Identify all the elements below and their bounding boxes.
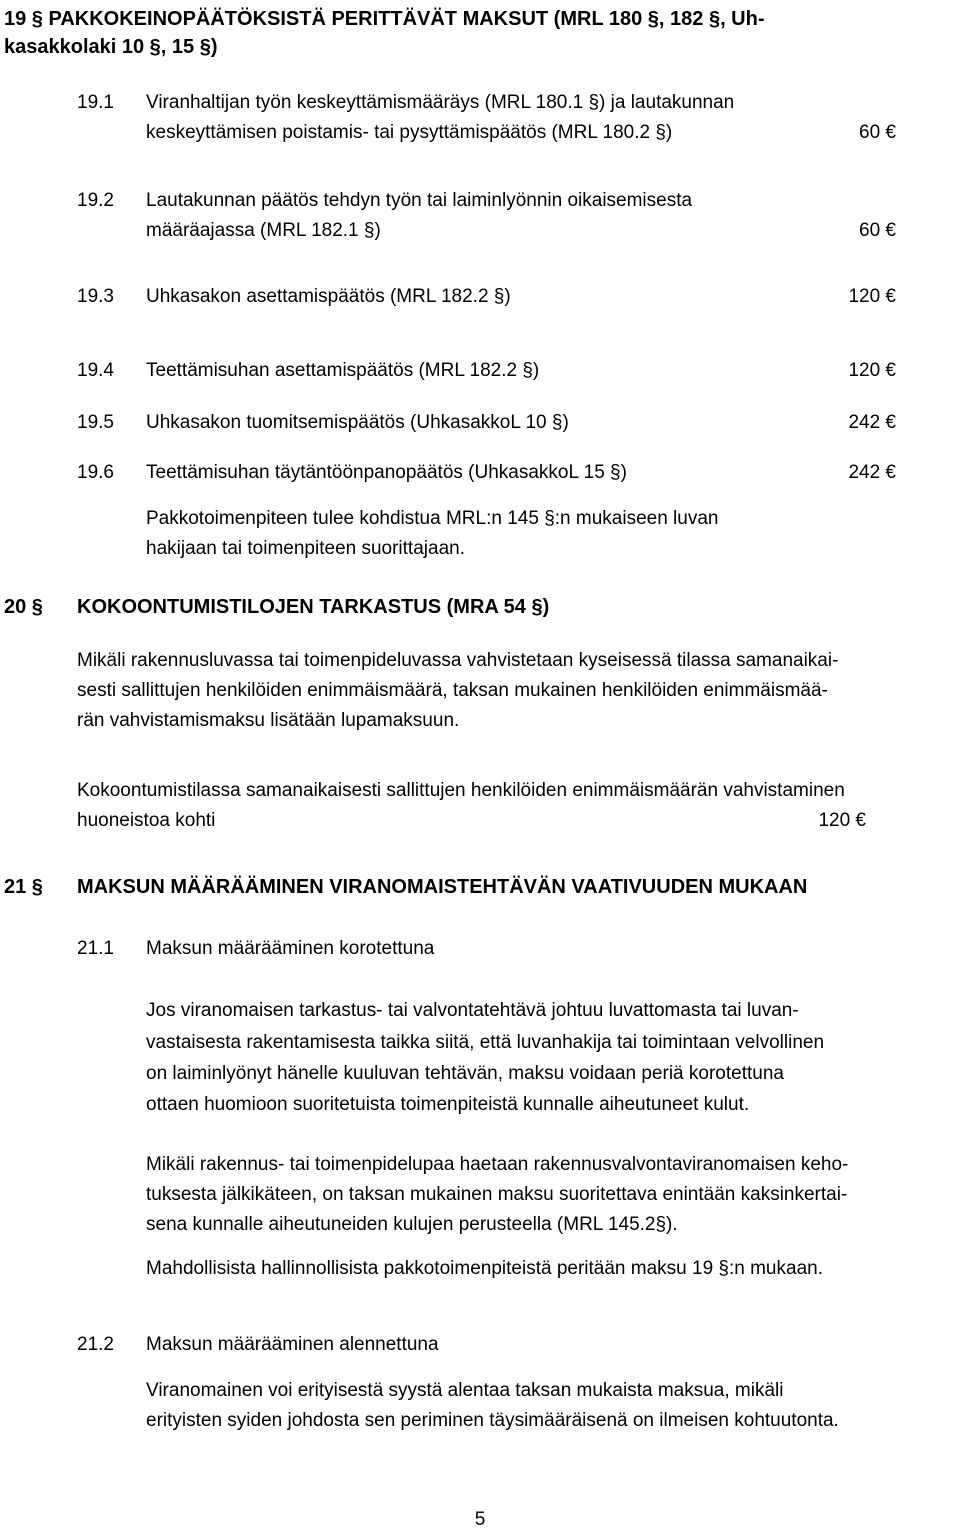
subsection-21-1-para1-line2: vastaisesta rakentamisesta taikka siitä, että luvanhakija tai toimintaan velvollinen [146,1032,825,1053]
subsection-21-1-para1-line4: ottaen huomioon suoritetuista toimenpiteistä kunnalle aiheutuneet kulut. [146,1094,750,1115]
subsection-21-2-number: 21.2 [77,1334,114,1355]
subsection-21-1-para3: Mahdollisista hallinnollisista pakkotoimenpiteistä peritään maksu 19 §:n mukaan. [146,1258,823,1279]
section-19-note-line1: Pakkotoimenpiteen tulee kohdistua MRL:n 145 §:n mukaiseen luvan [146,508,719,529]
item-19-1-amount: 60 € [859,122,896,143]
item-19-2-text-line2: määräajassa (MRL 182.1 §) [146,220,381,241]
subsection-21-1-title: Maksun määrääminen korotettuna [146,938,435,959]
subsection-21-1-number: 21.1 [77,938,114,959]
item-19-3-text: Uhkasakon asettamispäätös (MRL 182.2 §) [146,286,511,307]
subsection-21-1-para1-line1: Jos viranomaisen tarkastus- tai valvontatehtävä johtuu luvattomasta tai luvan- [146,1000,799,1021]
item-19-2-amount: 60 € [859,220,896,241]
section-20-para2-line2: huoneistoa kohti [77,810,216,831]
item-19-2-text-line1: Lautakunnan päätös tehdyn työn tai laiminlyönnin oikaisemisesta [146,190,693,211]
section-19-note-line2: hakijaan tai toimenpiteen suorittajaan. [146,538,465,559]
subsection-21-2-title: Maksun määrääminen alennettuna [146,1334,439,1355]
subsection-21-2-para1-line2: erityisten syiden johdosta sen periminen täysimääräisenä on ilmeisen kohtuutonta. [146,1410,839,1431]
item-19-1-number: 19.1 [77,92,114,113]
item-19-5-amount: 242 € [848,412,896,433]
item-19-5-text: Uhkasakon tuomitsemispäätös (UhkasakkoL 10 §) [146,412,569,433]
section-21-number: 21 § [4,876,43,898]
section-19-title-line2: kasakkolaki 10 §, 15 §) [4,36,218,58]
item-19-4-number: 19.4 [77,360,114,381]
item-19-5-number: 19.5 [77,412,114,433]
item-19-6-text: Teettämisuhan täytäntöönpanopäätös (UhkasakkoL 15 §) [146,462,627,483]
subsection-21-1-para1-line3: on laiminlyönyt hänelle kuuluvan tehtävän, maksu voidaan periä korotettuna [146,1063,784,1084]
section-20-number: 20 § [4,596,43,618]
subsection-21-2-para1-line1: Viranomainen voi erityisestä syystä alentaa taksan mukaista maksua, mikäli [146,1380,784,1401]
page-number: 5 [474,1509,486,1530]
section-20-amount: 120 € [818,810,866,831]
item-19-6-number: 19.6 [77,462,114,483]
item-19-4-text: Teettämisuhan asettamispäätös (MRL 182.2 §) [146,360,540,381]
section-19-title-line1: 19 § PAKKOKEINOPÄÄTÖKSISTÄ PERITTÄVÄT MAKSUT (MRL 180 §, 182 §, Uh- [4,8,765,30]
subsection-21-1-para2-line1: Mikäli rakennus- tai toimenpidelupaa haetaan rakennusvalvontaviranomaisen keho- [146,1154,849,1175]
item-19-1-text-line2: keskeyttämisen poistamis- tai pysyttämispäätös (MRL 180.2 §) [146,122,673,143]
item-19-1-text-line1: Viranhaltijan työn keskeyttämismääräys (MRL 180.1 §) ja lautakunnan [146,92,735,113]
subsection-21-1-para2-line3: sena kunnalle aiheutuneiden kulujen perusteella (MRL 145.2§). [146,1214,678,1235]
section-20-para1-line3: rän vahvistamismaksu lisätään lupamaksuun. [77,710,460,731]
section-20-para1-line1: Mikäli rakennusluvassa tai toimenpideluvassa vahvistetaan kyseisessä tilassa samanaikai- [77,650,839,671]
section-20-para1-line2: sesti sallittujen henkilöiden enimmäismäärä, taksan mukainen henkilöiden enimmäismää- [77,680,828,701]
subsection-21-1-para2-line2: tuksesta jälkikäteen, on taksan mukainen maksu suoritettava enintään kaksinkertai- [146,1184,848,1205]
section-21-title: MAKSUN MÄÄRÄÄMINEN VIRANOMAISTEHTÄVÄN VAATIVUUDEN MUKAAN [77,876,808,898]
item-19-4-amount: 120 € [848,360,896,381]
item-19-6-amount: 242 € [848,462,896,483]
section-20-para2-line1: Kokoontumistilassa samanaikaisesti sallittujen henkilöiden enimmäismäärän vahvistaminen [77,780,845,801]
section-20-title: KOKOONTUMISTILOJEN TARKASTUS (MRA 54 §) [77,596,550,618]
item-19-3-number: 19.3 [77,286,114,307]
item-19-3-amount: 120 € [848,286,896,307]
item-19-2-number: 19.2 [77,190,114,211]
